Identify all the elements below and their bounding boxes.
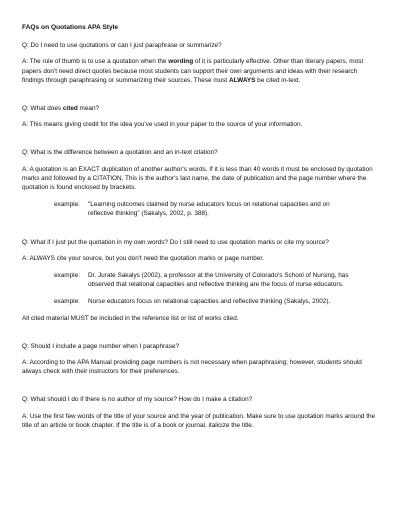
faq3-example (22, 200, 378, 218)
faq1-answer-part2: of it is particularly effective. Other than literary papers, most papers don't need direct quotes because most students can support their own arguments and ideas with their research findings through paraphrasing or summarizing their sources. These must (22, 58, 364, 84)
faq4-example-2-label: example: (54, 298, 80, 306)
faq1-answer-part1: A: The rule of thumb is to use a quotation when the (22, 58, 169, 66)
faq3-example-text: "Learning outcomes claimed by nurse educators focus on relational capacities and on reflective thinking" (Sakalys, 2002, p. 388). (88, 201, 330, 218)
faq1-answer-bold-wording: wording (168, 58, 194, 66)
faq4-example-2-text: Nurse educators focus on relational capacities and reflective thinking (Sakalys, 2002). (88, 298, 331, 306)
faq6-answer: A: Use the first few words of the title of your source and the year of publication. Make sure to use quotation marks around the title of an article or book chapter. If the title is of a book or journal, italicize the title. (22, 412, 376, 429)
faq4-example-1 (22, 271, 378, 289)
faq2-question-bold-cited: cited (62, 105, 78, 113)
faq1-answer (22, 57, 378, 85)
page-title: FAQs on Quotations APA Style (22, 24, 119, 31)
faq3-question: Q: What is the difference between a quotation and an in-text citation? (22, 149, 218, 157)
faq4-note: All cited material MUST be included in the reference list or list of works cited. (22, 314, 239, 322)
faq5-answer: A: According to the APA Manual providing page numbers is not necessary when paraphrasing; however, students should always check with their instructors for their preferences. (22, 359, 362, 376)
faq5-question: Q: Should I include a page number when I paraphrase? (22, 342, 180, 350)
faq4-answer: A: ALWAYS cite your source, but you don't need the quotation marks or page number. (22, 254, 264, 262)
faq2-question (22, 104, 378, 113)
faq4-example-1-text: Dr. Jurate Sakalys (2002), a professor at the University of Colorado's School of Nursing, has observed that relational capacities and reflective thinking are the focus of nurse educators. (88, 272, 349, 289)
faq3-answer: A: A quotation is an EXACT duplication of another author's words. If it is less than 40 words it must be enclosed by quotation marks and followed by a CITATION. This is the author's last name, the date of publication and the page number where the quotation is found enclosed by brackets. (22, 165, 373, 192)
faq4-example-1-label: example: (54, 272, 80, 280)
faq3-example-label: example: (54, 201, 80, 209)
document-content (22, 23, 378, 430)
faq2-question-part1: Q: What does (22, 105, 63, 113)
faq4-question: Q: What if I just put the quotation in my own words? Do I still need to use quotation marks or cite my source? (22, 238, 329, 246)
faq1-answer-bold-always: ALWAYS (228, 76, 256, 84)
faq2-answer: A: This means giving credit for the idea you've used in your paper to the source of your information. (22, 121, 303, 129)
faq1-question: Q: Do I need to use quotations or can I just paraphrase or summarize? (22, 42, 222, 50)
faq1-answer-part3: be cited in-text. (255, 76, 301, 84)
faq2-question-part2: mean? (77, 105, 100, 113)
faq4-example-2 (22, 297, 378, 306)
faq6-question: Q: What should I do if there is no author of my source? How do I make a citation? (22, 396, 253, 404)
